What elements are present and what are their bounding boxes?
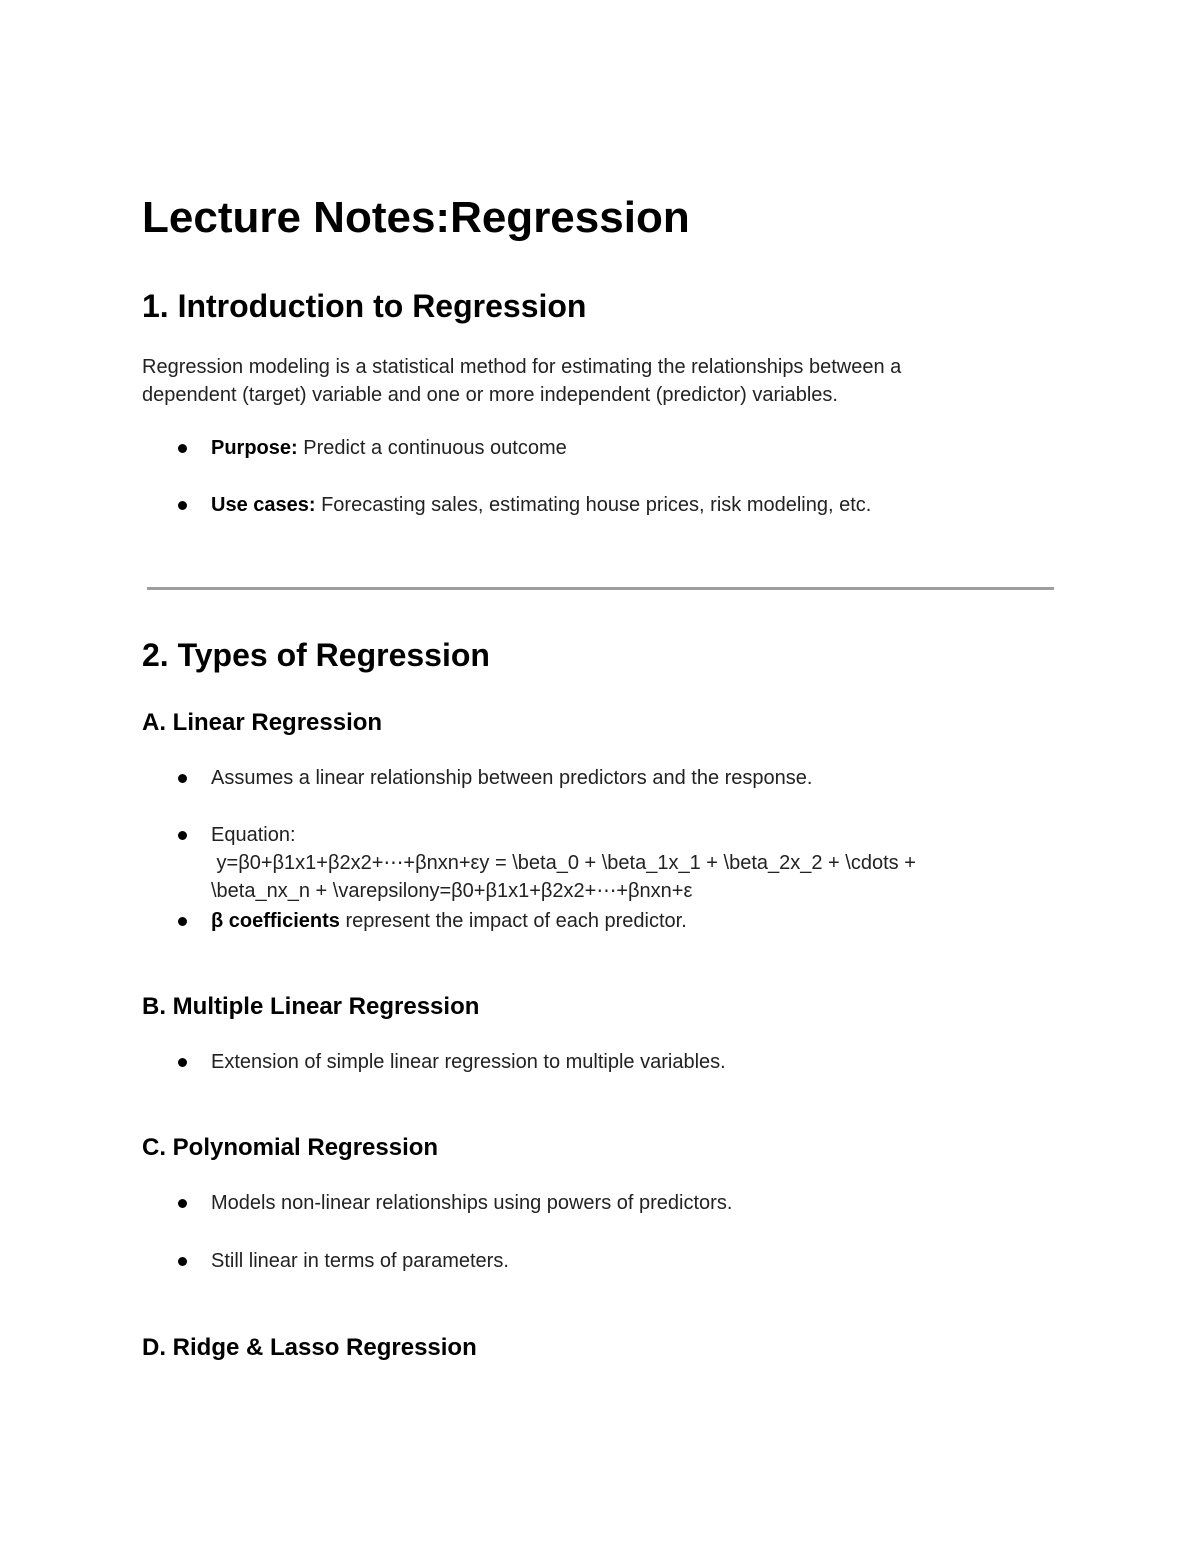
section-1-heading: 1. Introduction to Regression (142, 288, 587, 324)
equation-line-1: y=β0+β1x1+β2x2+⋯+βnxn+εy = \beta_0 + \beta_1x_1 + \beta_2x_2 + \cdots + (211, 852, 916, 874)
bullet-purpose-label: Purpose: (211, 437, 298, 459)
bullet-icon (178, 1257, 187, 1266)
page-title: Lecture Notes:Regression (142, 193, 690, 242)
bullet-icon (178, 1058, 187, 1067)
horizontal-divider (147, 587, 1054, 590)
equation-label: Equation: (211, 824, 296, 846)
bullet-use-cases-label: Use cases: (211, 494, 316, 516)
coefficients-label: β coefficients (211, 910, 340, 932)
linear-regression-heading: A. Linear Regression (142, 709, 383, 736)
bullet-use-cases (211, 491, 871, 519)
linear-bullet-assumption: Assumes a linear relationship between predictors and the response. (211, 767, 813, 789)
bullet-purpose (211, 434, 567, 462)
intro-paragraph-line-1: Regression modeling is a statistical method for estimating the relationships between a (142, 356, 902, 378)
bullet-purpose-text: Predict a continuous outcome (297, 437, 567, 459)
bullet-use-cases-text: Forecasting sales, estimating house prices, risk modeling, etc. (315, 494, 872, 516)
bullet-icon (178, 774, 187, 783)
multiple-bullet-extension: Extension of simple linear regression to multiple variables. (211, 1051, 726, 1073)
polynomial-bullet-nonlinear: Models non-linear relationships using powers of predictors. (211, 1192, 733, 1214)
polynomial-bullet-parameters: Still linear in terms of parameters. (211, 1250, 509, 1272)
bullet-icon (178, 917, 187, 926)
intro-paragraph-line-2: dependent (target) variable and one or more independent (predictor) variables. (142, 384, 838, 406)
coefficients-text: represent the impact of each predictor. (339, 910, 687, 932)
ridge-lasso-regression-heading: D. Ridge & Lasso Regression (142, 1334, 477, 1361)
multiple-linear-regression-heading: B. Multiple Linear Regression (142, 993, 480, 1020)
equation-line-2: \beta_nx_n + \varepsilony=β0+β1x1+β2x2+⋯+βnxn+ε (211, 880, 693, 902)
polynomial-regression-heading: C. Polynomial Regression (142, 1134, 439, 1161)
bullet-icon (178, 501, 187, 510)
bullet-icon (178, 831, 187, 840)
section-2-heading: 2. Types of Regression (142, 637, 490, 673)
bullet-icon (178, 444, 187, 453)
bullet-coefficients (211, 907, 687, 935)
bullet-icon (178, 1199, 187, 1208)
